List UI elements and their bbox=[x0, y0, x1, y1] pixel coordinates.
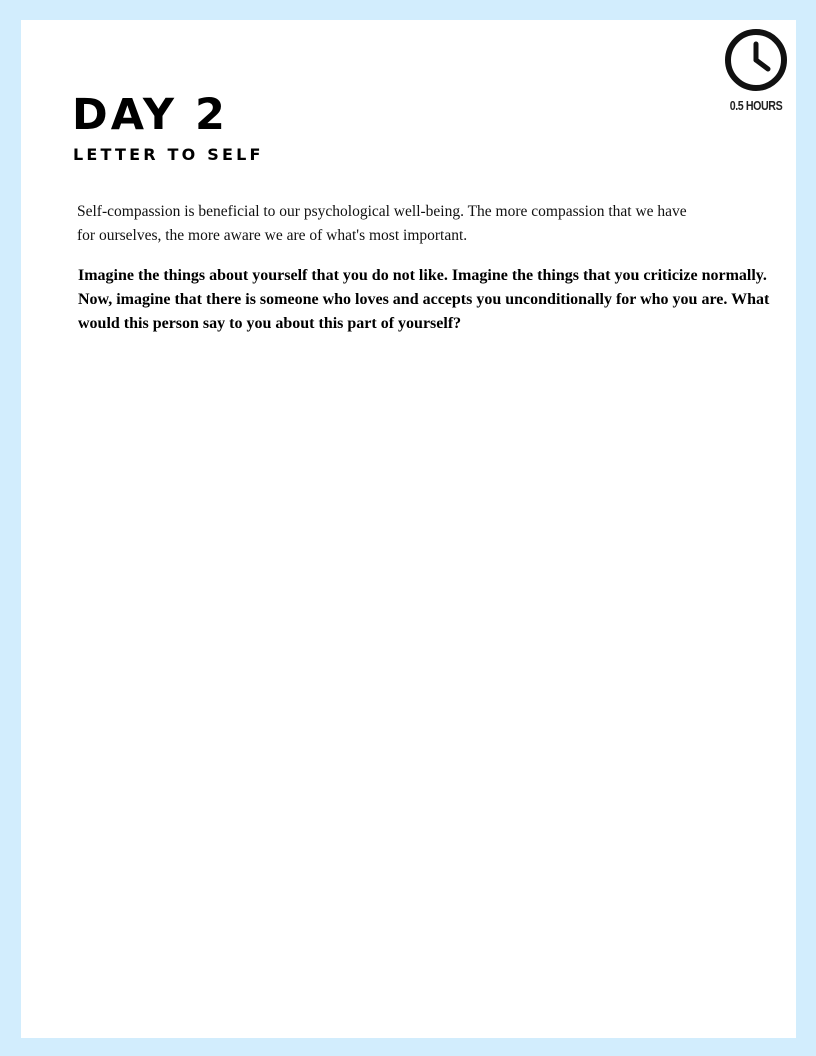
page-subtitle: LETTER TO SELF bbox=[73, 145, 264, 164]
duration-label: 0.5 HOURS bbox=[729, 98, 783, 113]
clock-icon bbox=[724, 28, 788, 92]
intro-paragraph: Self-compassion is beneficial to our psychological well-being. The more compassion that we have for ourselves, the more aware we are of what's most important. bbox=[77, 203, 687, 244]
page-title: DAY 2 bbox=[72, 90, 228, 140]
document-page bbox=[21, 20, 796, 1038]
writing-prompt: Imagine the things about yourself that you do not like. Imagine the things that you criticize normally. Now, imagine that there is someone who loves and accepts you unconditionally for who you are. What would this person say to you about this part of yourself? bbox=[78, 267, 770, 332]
